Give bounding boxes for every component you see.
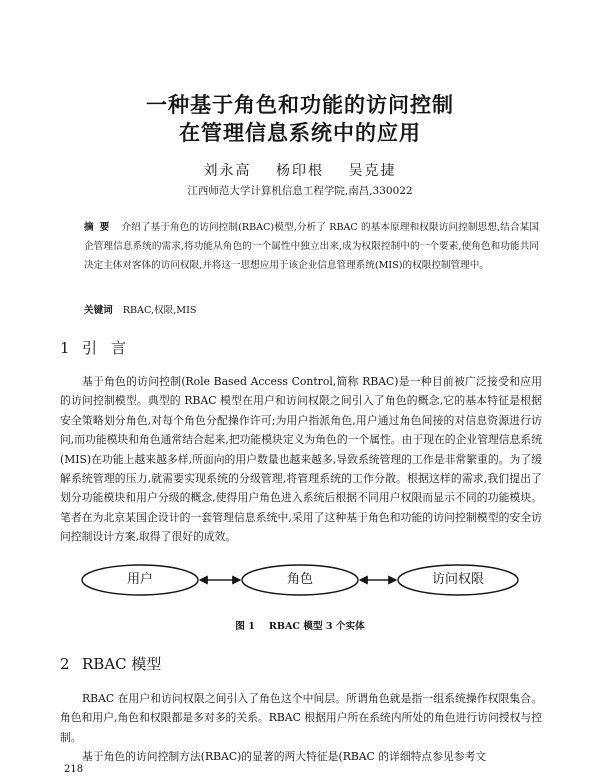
affiliation: 江西师范大学计算机信息工程学院,南昌,330022: [187, 185, 413, 197]
figure-1-caption-text: RBAC 模型 3 个实体: [268, 621, 365, 632]
abstract-label: 摘要: [84, 222, 116, 233]
keywords: [84, 304, 539, 318]
section-2-title: RBAC 模型: [82, 655, 162, 673]
author-list: 刘永高 杨印根 吴克捷: [203, 163, 397, 179]
page-number: 218: [64, 764, 84, 775]
paper-title-line-2: 在管理信息系统中的应用: [179, 121, 421, 145]
node-role-label: 角色: [286, 572, 313, 587]
section-2-number: 2: [60, 655, 70, 673]
section-1-body: [60, 372, 542, 547]
keywords-label: 关键词: [84, 305, 113, 316]
figure-1-caption-label: 图 1: [235, 621, 255, 632]
section-1-number: 1: [60, 339, 70, 357]
section-1-title: 引言: [82, 339, 141, 357]
node-user-label: 用户: [126, 572, 153, 587]
section-2-paragraph-1: RBAC 在用户和访问权限之间引入了角色这个中间层。所谓角色就是指一组系统操作权限集合。角色和用户,角色和权限都是多对多的关系。RBAC 根据用户所在系统内所处的角色进行访问授权与控制。: [60, 692, 542, 744]
node-permission-label: 访问权限: [431, 572, 484, 587]
section-1-heading: [60, 338, 140, 358]
figure-1-diagram: [60, 562, 542, 602]
figure-1-caption: [0, 620, 600, 633]
section-2-paragraph-2: 基于角色的访问控制方法(RBAC)的显著的两大特征是(RBAC 的详细特点参见参考文: [82, 750, 487, 764]
keywords-text: RBAC,权限,MIS: [122, 305, 197, 316]
abstract-text: 介绍了基于角色的访问控制(RBAC)模型,分析了 RBAC 的基本原理和权限访问控制思想,结合某国企管理信息系统的需求,将功能从角色的一个属性中独立出来,成为权限控制中的一个要素,使角色和功能共同决定主体对客体的访问权限,并将这一思想应用于该企业信息管理系统(MIS)的权限控制管理中。: [84, 222, 539, 271]
abstract: [84, 218, 539, 275]
section-1-paragraph: 基于角色的访问控制(Role Based Access Control,简称 RBAC)是一种目前被广泛接受和应用的访问控制模型。典型的 RBAC 模型在用户和访问权限之间引入了角色的概念,它的基本特征是根据安全策略划分角色,对每个角色分配操作许可;为用户指派角色,用户通过角色间接的对信息资源进行访问,而功能模块和角色通常结合起来,把功能模块定义为角色的一个属性。由于现在的企业管理信息系统(MIS)在功能上越来越多样,所面向的用户数量也越来越多,导致系统管理的工作是非常繁重的。为了缓解系统管理的压力,就需要实现系统的分级管理,将管理系统的工作分散。根据这样的需求,我们提出了划分功能模块和用户分级的概念,使得用户角色进入系统后根据不同用户权限而显示不同的功能模块。笔者在为北京某国企设计的一套管理信息系统中,采用了这种基于角色和功能的访问控制模型的安全访问控制设计方案,取得了很好的成效。: [60, 375, 542, 544]
section-2-heading: [60, 654, 161, 674]
paper-title-line-1: 一种基于角色和功能的访问控制: [146, 93, 454, 117]
section-2-body: [60, 689, 542, 767]
